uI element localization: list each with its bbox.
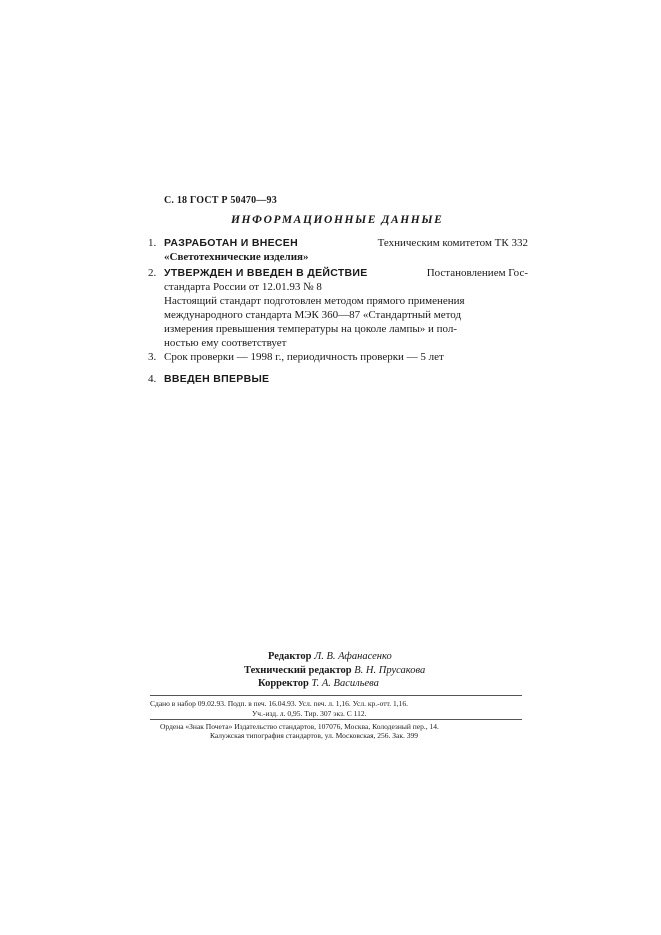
item-number: 3. [148,351,157,363]
staff-name: Л. В. Афанасенко [314,651,392,662]
divider [150,719,522,720]
printer-line: Калужская типография стандартов, ул. Московская, 256. Зак. 399 [210,731,419,740]
divider [150,695,522,696]
staff-role: Корректор [258,678,309,689]
staff-editor [268,651,392,662]
item-note-line: международного стандарта МЭК 360—87 «Стандартный метод [164,309,462,321]
item-number: 4. [148,373,157,385]
item-line [164,236,528,250]
item-lead: РАЗРАБОТАН И ВНЕСЕН [164,237,298,249]
item-text: Техническим комитетом ТК 332 [377,237,528,249]
staff-tech-editor [244,665,425,676]
item-lead: УТВЕРЖДЕН И ВВЕДЕН В ДЕЙСТВИЕ [164,267,368,279]
info-item-1 [148,236,528,264]
staff-role: Редактор [268,651,312,662]
staff-name: В. Н. Прусакова [354,665,426,676]
info-item-2 [148,266,528,350]
item-number: 2. [148,267,157,279]
item-line [164,266,528,280]
item-note-line: измерения превышения температуры на цоколе лампы» и пол- [164,323,458,335]
printer-line: Ордена «Знак Почета» Издательство стандартов, 107076, Москва, Колодезный пер., 14. [160,722,439,731]
staff-role: Технический редактор [244,665,352,676]
info-item-4 [148,372,528,386]
section-title: ИНФОРМАЦИОННЫЕ ДАННЫЕ [231,214,444,226]
item-number: 1. [148,237,157,249]
publication-line: Сдано в набор 09.02.93. Подп. в печ. 16.04.93. Усл. печ. л. 1,16. Усл. кр.-отт. 1,16. [150,699,409,708]
item-lead: ВВЕДЕН ВПЕРВЫЕ [164,373,270,385]
item-note-line: ностью ему соответствует [164,337,287,349]
info-item-3 [148,350,528,364]
item-note-line: Настоящий стандарт подготовлен методом прямого применения [164,295,465,307]
item-line: «Светотехнические изделия» [164,251,309,263]
item-line: стандарта России от 12.01.93 № 8 [164,281,322,293]
publication-line: Уч.-изд. л. 0,95. Тир. 307 экз. С 112. [252,709,367,718]
item-text: Постановлением Гос- [426,267,528,279]
page-header: С. 18 ГОСТ Р 50470—93 [164,195,277,206]
item-line: Срок проверки — 1998 г., периодичность проверки — 5 лет [164,351,444,363]
staff-name: Т. А. Васильева [311,678,379,689]
staff-proofreader [258,678,379,689]
